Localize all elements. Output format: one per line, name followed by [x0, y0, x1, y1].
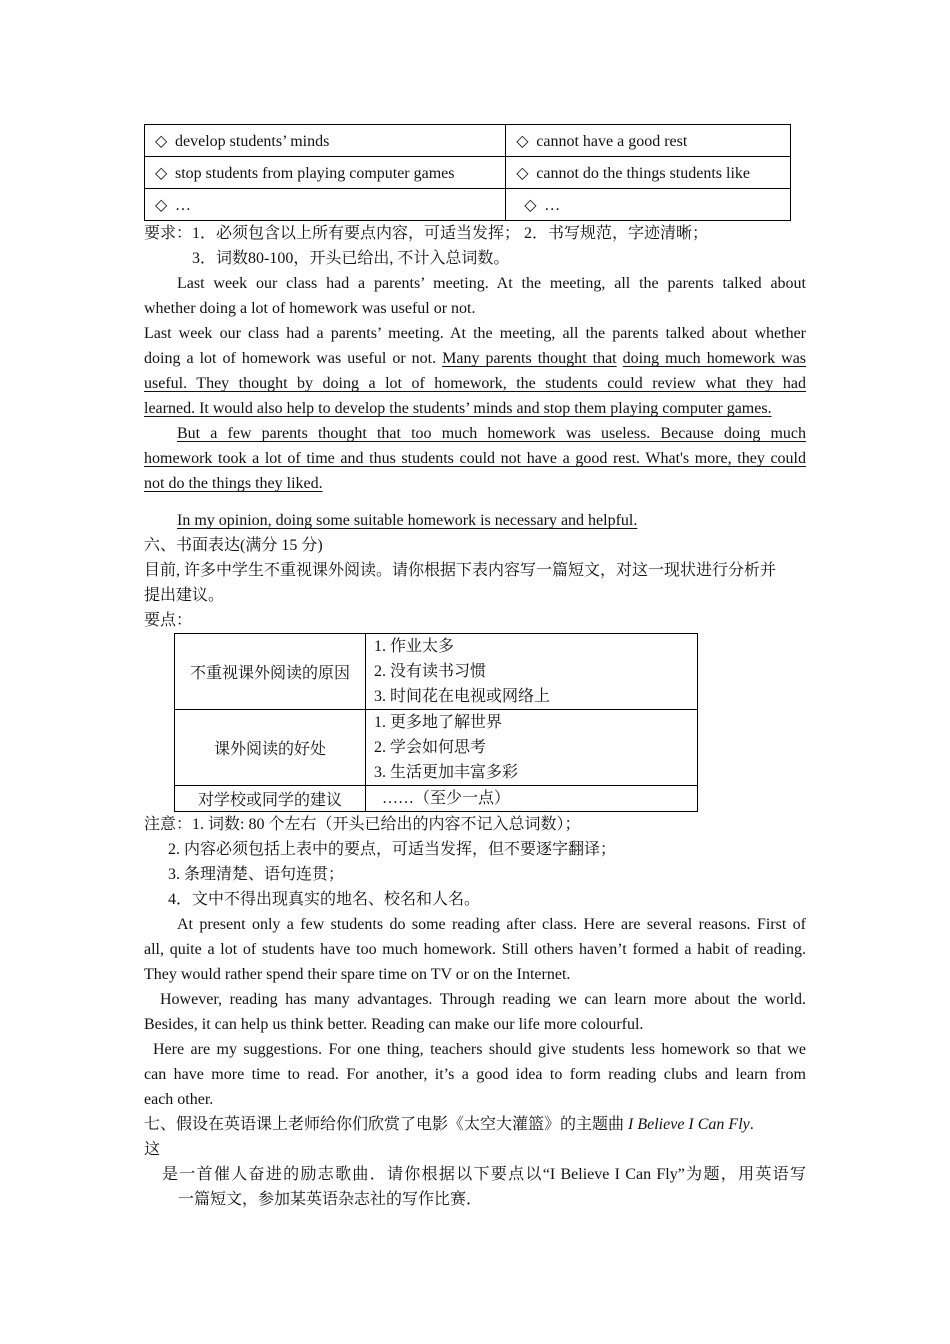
table-cell: ◇ cannot do the things students like [506, 157, 791, 189]
essay2-line: can have more time to read. For another, it’s a good idea to form reading clubs and learn from [144, 1066, 806, 1083]
reading-points-table [174, 633, 698, 812]
table-cell: ◇ develop students’ minds [145, 125, 506, 157]
essay2-line: They would rather spend their spare time on TV or on the Internet. [144, 966, 571, 983]
table-cell: 对学校或同学的建议 [175, 786, 366, 812]
diamond-bullet-icon: ◇ [516, 132, 529, 150]
essay2-line: each other. [144, 1091, 214, 1108]
essay1-line: useful. They thought by doing a lot of homework, the students could review what they had [144, 375, 806, 392]
note-line: 注意：1. 词数: 80 个左右（开头已给出的内容不记入总词数）； [144, 816, 581, 833]
essay1-line: homework took a lot of time and thus students could not have a good rest. What's more, they could [144, 450, 806, 467]
table-cell: ◇ … [145, 189, 506, 221]
section-6-heading: 六、书面表达(满分 15 分) [144, 537, 323, 554]
essay2-line: However, reading has many advantages. Through reading we can learn more about the world. [160, 991, 806, 1008]
essay2-line: Here are my suggestions. For one thing, teachers should give students less homework so that we [153, 1041, 806, 1058]
section-7-line-1: 七、假设在英语课上老师给你们欣赏了电影《太空大灌篮》的主题曲 I Believe I Can Fly. [144, 1116, 754, 1133]
diamond-bullet-icon: ◇ [516, 164, 529, 182]
section-6-intro-1: 目前, 许多中学生不重视课外阅读。请你根据下表内容写一篇短文，对这一现状进行分析并 [144, 562, 777, 579]
requirement-line-1: 要求：1．必须包含以上所有要点内容，可适当发挥； 2．书写规范，字迹清晰； [144, 225, 709, 242]
table-cell: ◇ … [506, 189, 791, 221]
table-row [175, 786, 698, 812]
essay2-line: all, quite a lot of students have too much homework. Still others haven’t formed a habit of reading. [144, 941, 806, 958]
section-7-line-3: 是一首催人奋进的励志歌曲．请你根据以下要点以“I Believe I Can Fly”为题，用英语写 [162, 1166, 806, 1183]
essay2-line: Besides, it can help us think better. Reading can make our life more colourful. [144, 1016, 644, 1033]
essay1-line: But a few parents thought that too much homework was useless. Because doing much [177, 425, 806, 442]
table-row [145, 125, 791, 157]
section-6-intro-2: 提出建议。 [144, 587, 225, 604]
section-7-line-2: 这 [144, 1141, 161, 1158]
diamond-bullet-icon: ◇ [155, 132, 168, 150]
essay1-line: learned. It would also help to develop the students’ minds and stop them playing computer games. [144, 400, 772, 417]
requirement-line-2: 3．词数80-100，开头已给出, 不计入总词数。 [192, 250, 510, 267]
document-page [144, 124, 806, 1212]
table-cell: 课外阅读的好处 [175, 710, 366, 786]
table-cell: 不重视课外阅读的原因 [175, 634, 366, 710]
table-row [175, 634, 698, 710]
diamond-bullet-icon: ◇ [524, 196, 537, 214]
points-label: 要点： [144, 612, 193, 629]
diamond-bullet-icon: ◇ [155, 196, 168, 214]
given-opening-line-2: whether doing a lot of homework was useful or not. [144, 300, 476, 317]
essay1-line: doing a lot of homework was useful or not. Many parents thought that doing much homework was [144, 350, 807, 367]
essay1-line: In my opinion, doing some suitable homework is necessary and helpful. [177, 512, 638, 529]
note-line: 4．文中不得出现真实的地名、校名和人名。 [168, 891, 481, 908]
section-7-line-4: 一篇短文，参加某英语杂志社的写作比赛． [178, 1191, 483, 1208]
table-cell: 1. 更多地了解世界 2. 学会如何思考 3. 生活更加丰富多彩 [366, 710, 698, 786]
table-row [145, 189, 791, 221]
table-cell: ◇ cannot have a good rest [506, 125, 791, 157]
homework-points-table [144, 124, 791, 221]
diamond-bullet-icon: ◇ [155, 164, 168, 182]
table-cell: ◇ stop students from playing computer games [145, 157, 506, 189]
table-cell: 1. 作业太多 2. 没有读书习惯 3. 时间花在电视或网络上 [366, 634, 698, 710]
table-cell: ……（至少一点） [366, 786, 698, 812]
table-row [175, 710, 698, 786]
note-line: 2. 内容必须包括上表中的要点，可适当发挥，但不要逐字翻译； [168, 841, 617, 858]
essay2-line: At present only a few students do some reading after class. Here are several reasons. First of [177, 916, 806, 933]
essay1-line: Last week our class had a parents’ meeting. At the meeting, all the parents talked about whether [144, 325, 806, 342]
note-line: 3. 条理清楚、语句连贯； [168, 866, 345, 883]
essay1-line: not do the things they liked. [144, 475, 323, 492]
given-opening-line-1: Last week our class had a parents’ meeting. At the meeting, all the parents talked about [177, 275, 806, 292]
table-row [145, 157, 791, 189]
